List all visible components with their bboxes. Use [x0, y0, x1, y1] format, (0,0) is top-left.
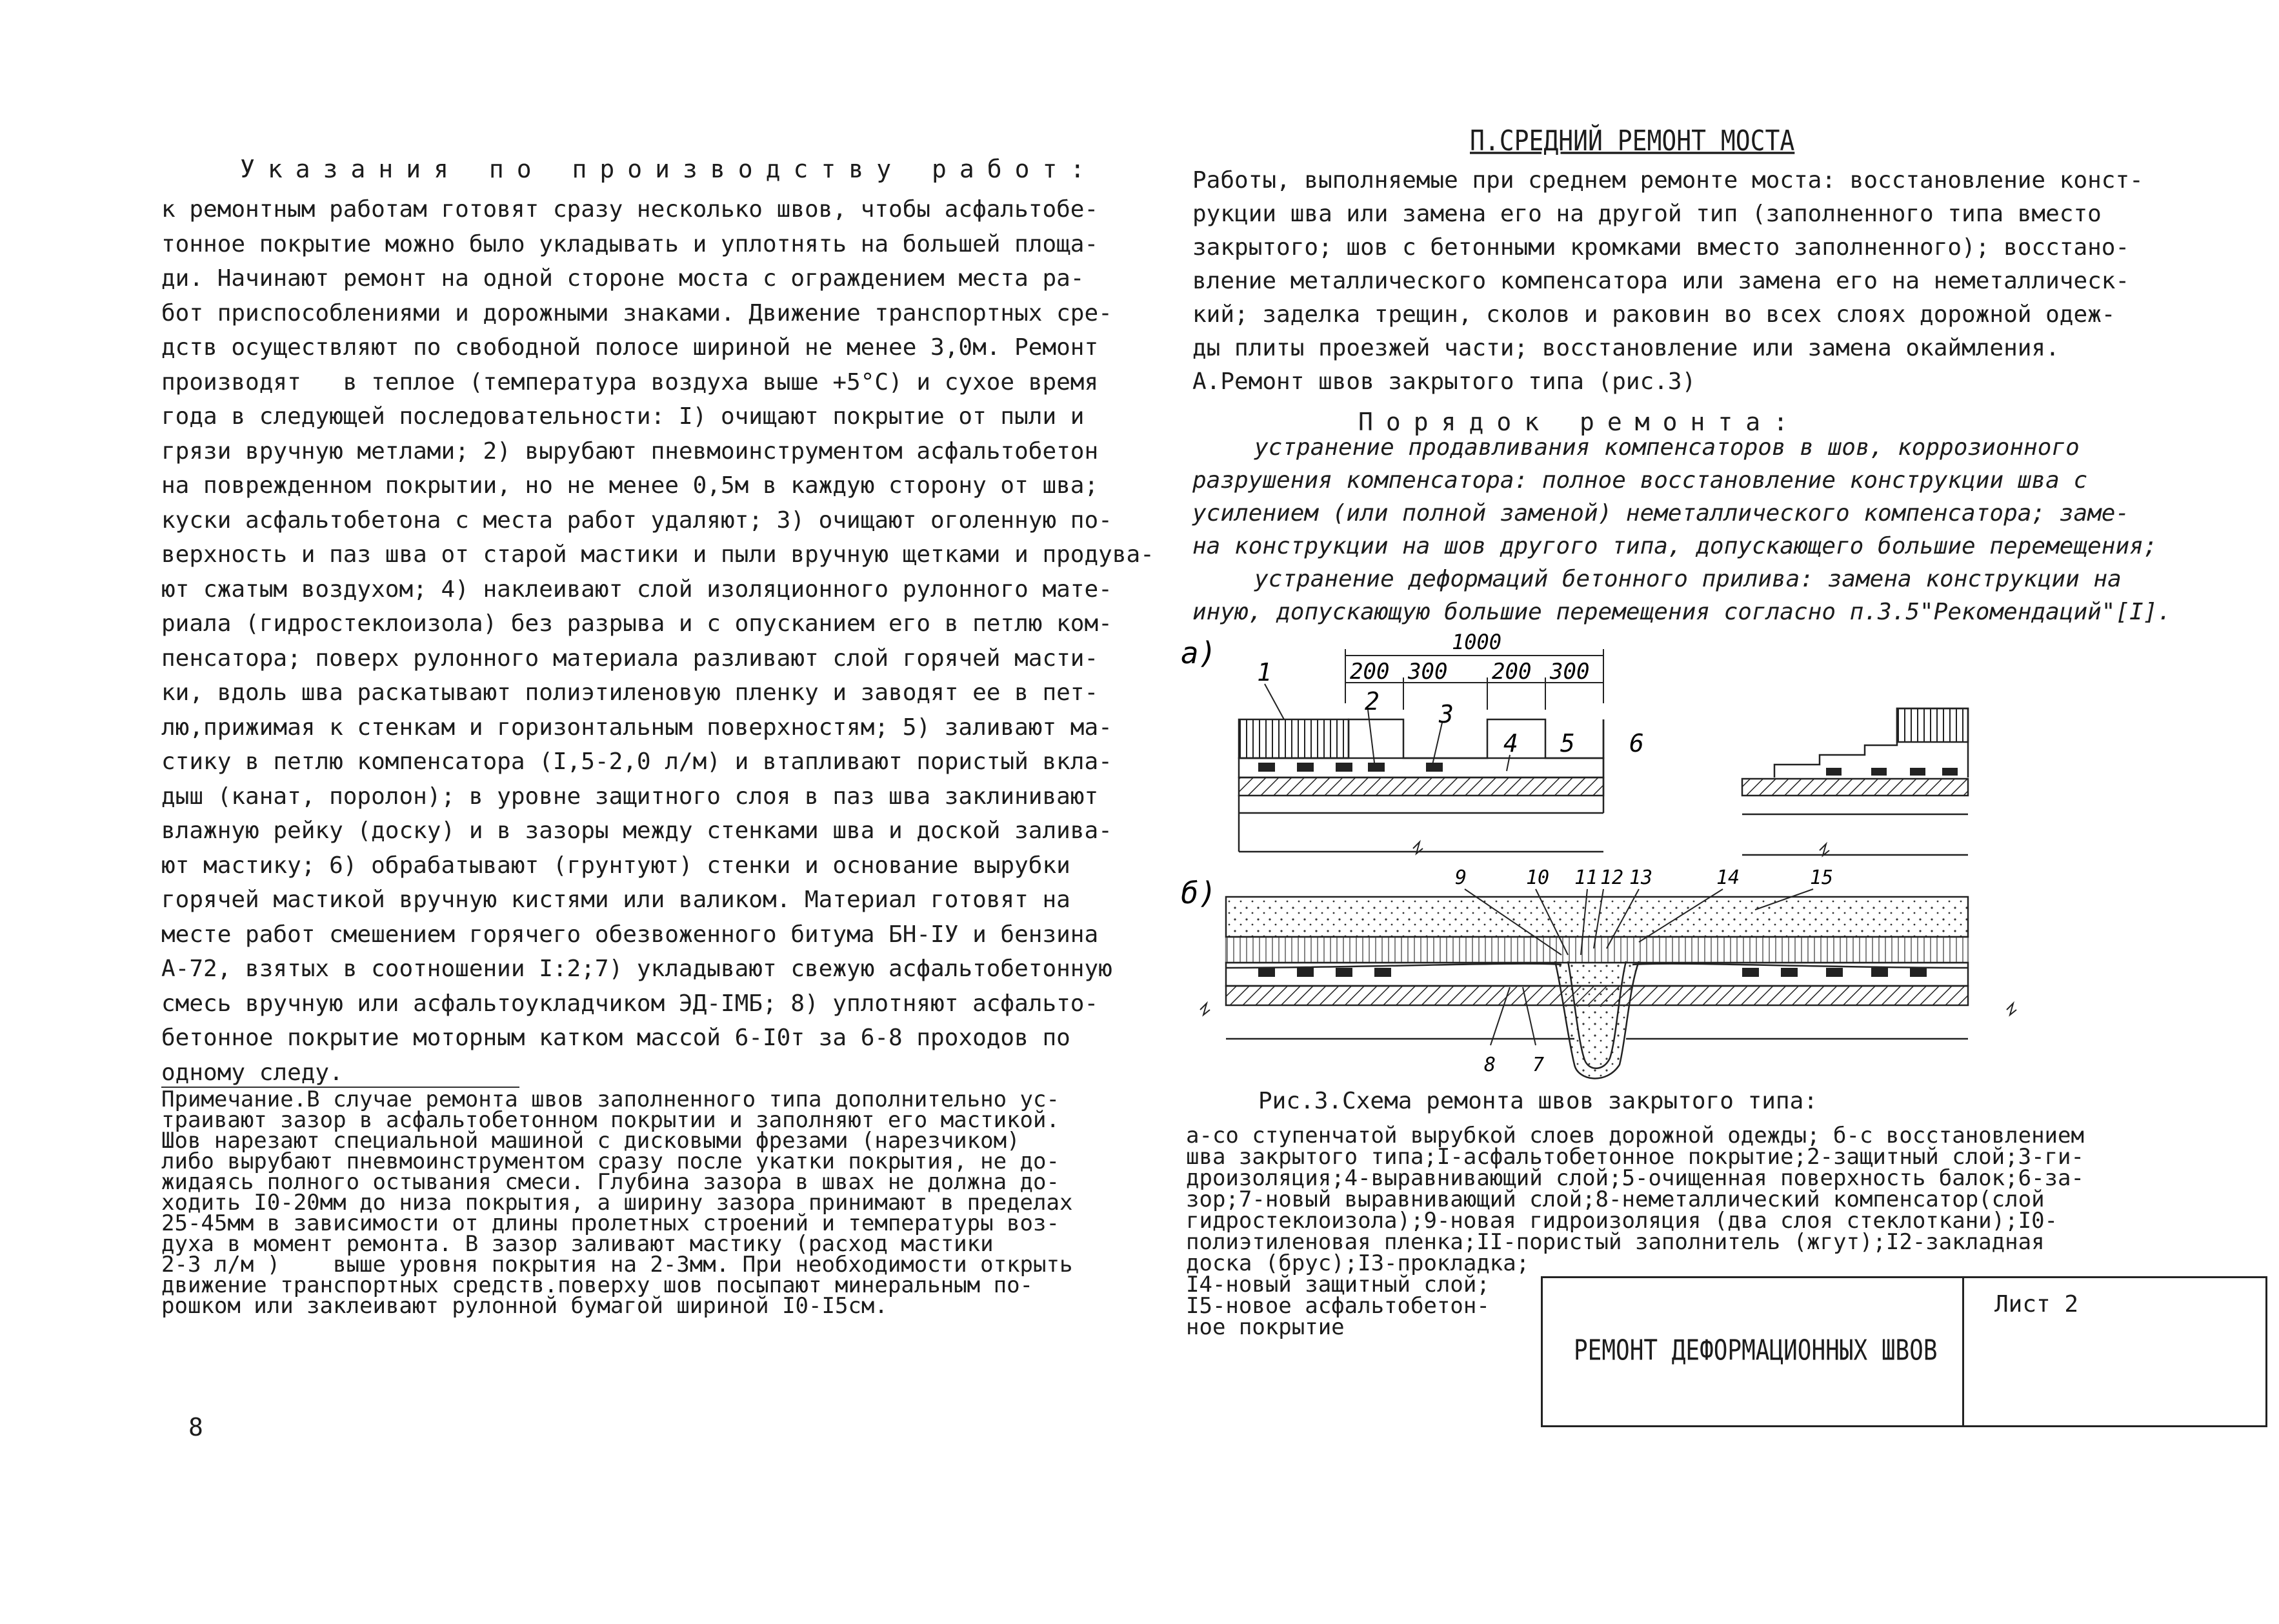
figure-caption-title: Рис.3.Схема ремонта швов закрытого типа: — [1258, 1088, 1818, 1114]
body-line: бот приспособлениями и дорожными знаками. Движение транспортных сре- — [161, 299, 1112, 326]
scheme-b — [1226, 897, 1968, 1078]
intro-line: кий; заделка трещин, сколов и раковин во всех слоях дорожной одеж- — [1192, 301, 2116, 328]
callout-b-7: 7 — [1532, 1054, 1545, 1076]
note-text — [161, 1087, 1129, 1319]
callout-a-6: 6 — [1629, 729, 1644, 757]
figure-label-b: б) — [1181, 876, 1217, 910]
scheme-a-left — [1239, 719, 1603, 852]
procedure-line: устранение деформаций бетонного прилива: замена конструкции на — [1254, 566, 2122, 592]
callout-a-3: 3 — [1439, 700, 1454, 728]
caption-line: дроизоляция;4-выравнивающий слой;5-очищенная поверхность балок;6-за- — [1186, 1165, 2084, 1191]
figure-caption-legend — [1186, 1125, 2244, 1274]
note-line: Примечание.В случае ремонта швов заполненного типа дополнительно ус- — [161, 1087, 1059, 1112]
procedure-line: иную, допускающую большие перемещения согласно п.3.5"Рекомендаций"[I]. — [1192, 599, 2172, 625]
body-line: к ремонтным работам готовят сразу несколько швов, чтобы асфальтобе- — [161, 196, 1099, 223]
caption-line: зор;7-новый выравнивающий слой;8-неметаллический компенсатор(слой — [1186, 1187, 2045, 1212]
figure-label-a: а) — [1181, 636, 1217, 670]
procedure-line: на конструкции на шов другого типа, допускающего большие перемещения; — [1192, 533, 2158, 559]
note-line: ходить I0-20мм до низа покрытия, а ширину зазора принимают в пределах — [161, 1190, 1073, 1216]
intro-line: закрытого; шов с бетонными кромками вместо заполненного); восстано- — [1192, 234, 2130, 261]
body-line: грязи вручную метлами; 2) вырубают пневмоинструментом асфальтобетон — [161, 437, 1099, 465]
procedure-line: устранение продавливания компенсаторов в шов, коррозионного — [1254, 434, 2080, 461]
stamp-sheet: Лист 2 — [1994, 1291, 2079, 1318]
body-line: риала (гидростеклоизола) без разрыва и с опусканием его в петлю ком- — [161, 610, 1112, 637]
caption-line: а-со ступенчатой вырубкой слоев дорожной одежды; б-с восстановлением — [1186, 1123, 2084, 1148]
intro-line: А.Ремонт швов закрытого типа (рис.3) — [1192, 368, 1696, 395]
procedure-text — [1192, 431, 2257, 628]
instructions-heading: Указания по производству работ: — [240, 155, 1098, 183]
body-line: смесь вручную или асфальтоукладчиком ЭД-IМБ; 8) уплотняют асфальто- — [161, 990, 1099, 1017]
page-number: 8 — [188, 1413, 203, 1441]
body-line: ди. Начинают ремонт на одной стороне моста с ограждением места ра- — [161, 265, 1085, 292]
procedure-line: усилением (или полной заменой) неметаллического компенсатора; заме- — [1192, 500, 2130, 526]
callout-b-8: 8 — [1484, 1054, 1496, 1076]
callout-b-9: 9 — [1455, 867, 1467, 889]
dim-200-a: 200 — [1350, 659, 1390, 685]
intro-line: рукции шва или замена его на другой тип (заполненного типа вместо — [1192, 201, 2102, 227]
instructions-body — [161, 192, 1154, 1090]
callout-b-10: 10 — [1526, 867, 1550, 889]
note-line: 25-45мм в зависимости от длины пролетных строений и температуры воз- — [161, 1210, 1059, 1236]
note-line: 2-3 л/м ) выше уровня покрытия на 2-3мм. При необходимости открыть — [161, 1252, 1073, 1278]
callout-a-1: 1 — [1257, 658, 1272, 687]
scheme-a-right-joints — [1826, 768, 1958, 776]
body-line: горячей мастикой вручную кистями или валиком. Материал готовят на — [161, 887, 1070, 913]
body-line: дыш (канат, поролон); в уровне защитного слоя в паз шва заклинивают — [161, 783, 1099, 810]
repair-scheme-figure — [1174, 626, 2181, 1090]
dim-total: 1000 — [1452, 630, 1502, 654]
caption-line: доска (брус);I3-прокладка; — [1186, 1250, 1530, 1276]
body-line: ют сжатым воздухом; 4) наклеивают слой изоляционного рулонного мате- — [161, 576, 1112, 603]
callout-b-15: 15 — [1810, 867, 1834, 889]
callout-a-4: 4 — [1503, 729, 1518, 757]
body-line: влажную рейку (доску) и в зазоры между стенками шва и доской залива- — [161, 817, 1112, 844]
callout-b-13: 13 — [1629, 867, 1653, 889]
body-line: пенсатора; поверх рулонного материала разливают слой горячей масти- — [161, 645, 1099, 672]
body-line: куски асфальтобетона с места работ удаляют; 3) очищают оголенную по- — [161, 506, 1112, 534]
body-line: производят в теплое (температура воздуха выше +5°С) и сухое время — [161, 368, 1099, 396]
callout-a-5: 5 — [1560, 729, 1575, 757]
procedure-line: разрушения компенсатора: полное восстановление конструкции шва с — [1192, 467, 2088, 494]
section-title: П.СРЕДНИЙ РЕМОНТ МОСТА — [1470, 124, 1795, 157]
title-block-stamp — [1541, 1276, 2267, 1427]
dim-300-b: 300 — [1550, 659, 1590, 685]
note-line: либо вырубают пневмоинструментом сразу после укатки покрытия, не до- — [161, 1148, 1059, 1174]
callout-b-12: 12 — [1600, 867, 1624, 889]
caption-line: шва закрытого типа;I-асфальтобетонное покрытие;2-защитный слой;3-ги- — [1186, 1144, 2084, 1170]
body-line: бетонное покрытие моторным катком массой 6-I0т за 6-8 проходов по — [161, 1025, 1070, 1051]
body-line: А-72, взятых в соотношении I:2;7) укладывают свежую асфальтобетонную — [161, 956, 1112, 982]
body-line: стику в петлю компенсатора (I,5-2,0 л/м) и втапливают пористый вкла- — [161, 748, 1112, 775]
callout-a-2: 2 — [1365, 687, 1380, 716]
body-line: ют мастику; 6) обрабатывают (грунтуют) стенки и основание вырубки — [161, 852, 1070, 879]
figure-caption-legend-tail — [1186, 1274, 1547, 1338]
caption-line: гидростеклоизола);9-новая гидроизоляция (два слоя стеклоткани);I0- — [1186, 1208, 2058, 1234]
note-line: духа в момент ремонта. В зазор заливают мастику (расход мастики — [161, 1231, 994, 1257]
note-line: траивают зазор в асфальтобетонном покрытии и заполняют его мастикой. — [161, 1107, 1059, 1133]
body-line: лю,прижимая к стенкам и горизонтальным поверхностям; 5) заливают ма- — [161, 714, 1112, 741]
callout-b-14: 14 — [1716, 867, 1740, 889]
dim-200-b: 200 — [1492, 659, 1532, 685]
caption-tail-line: I4-новый защитный слой; — [1186, 1272, 1490, 1298]
body-line: одному следу. — [161, 1059, 343, 1086]
body-line: тонное покрытие можно было укладывать и уплотнять на большей площа- — [161, 230, 1099, 257]
body-line: верхность и паз шва от старой мастики и пыли вручную щетками и продува- — [161, 541, 1154, 568]
order-heading: Порядок ремонта: — [1358, 408, 1802, 436]
callout-b-11: 11 — [1574, 867, 1598, 889]
intro-line: вление металлического компенсатора или замена его на неметаллическ- — [1192, 268, 2130, 294]
note-line: Шов нарезают специальной машиной с дисковыми фрезами (нарезчиком) — [161, 1128, 1020, 1154]
caption-line: полиэтиленовая пленка;II-пористый заполнитель (жгут);I2-закладная — [1186, 1229, 2045, 1255]
note-line: движение транспортных средств.поверху шов посыпают минеральным по- — [161, 1272, 1034, 1298]
dim-300-a: 300 — [1408, 659, 1448, 685]
section-intro — [1192, 164, 2238, 399]
body-line: ки, вдоль шва раскатывают полиэтиленовую пленку и заводят ее в пет- — [161, 679, 1099, 706]
stamp-title: РЕМОНТ ДЕФОРМАЦИОННЫХ ШВОВ — [1574, 1334, 1938, 1367]
intro-line: ды плиты проезжей части; восстановление или замена окаймления. — [1192, 335, 2060, 361]
body-line: года в следующей последовательности: I) очищают покрытие от пыли и — [161, 403, 1085, 430]
intro-line: Работы, выполняемые при среднем ремонте моста: восстановление конст- — [1192, 167, 2143, 194]
scheme-a-right — [1742, 708, 1968, 855]
stamp-divider — [1962, 1278, 1964, 1425]
body-line: месте работ смешением горячего обезвоженного битума БН-IУ и бензина — [161, 921, 1099, 948]
body-line: дств осуществляют по свободной полосе шириной не менее 3,0м. Ремонт — [161, 334, 1099, 361]
body-line: на поврежденном покрытии, но не менее 0,5м в каждую сторону от шва; — [161, 472, 1099, 499]
note-line: рошком или заклеивают рулонной бумагой шириной I0-I5см. — [161, 1293, 888, 1319]
note-line: жидаясь полного остывания смеси. Глубина зазора в швах не должна до- — [161, 1169, 1059, 1195]
caption-tail-line: I5-новое асфальтобетон- — [1186, 1293, 1490, 1319]
caption-tail-line: ное покрытие — [1186, 1314, 1345, 1340]
scheme-a-dark-joints — [1258, 763, 1443, 772]
